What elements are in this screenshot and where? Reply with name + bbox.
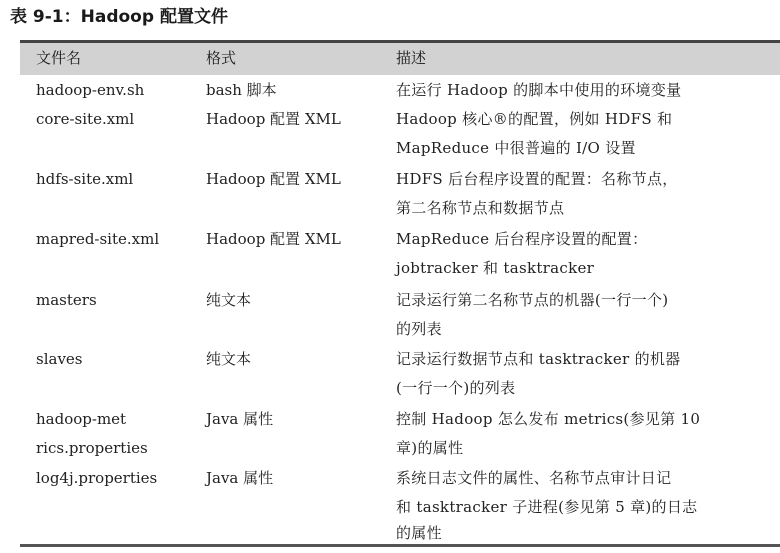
row-7-description-line-1: 系统日志文件的属性、名称节点审计日记 bbox=[396, 469, 672, 487]
row-6-filename-line-1: hadoop-met bbox=[36, 410, 127, 428]
row-5-description-line-1: 记录运行数据节点和 tasktracker 的机器 bbox=[396, 350, 681, 368]
row-2-format: Hadoop 配置 XML bbox=[206, 170, 341, 188]
table-caption: 表 9-1：Hadoop 配置文件 bbox=[10, 7, 228, 27]
row-3-description-line-2: jobtracker 和 tasktracker bbox=[396, 259, 595, 277]
row-6-filename-line-2: rics.properties bbox=[36, 439, 148, 457]
row-4-description-line-1: 记录运行第二名称节点的机器(一行一个) bbox=[396, 291, 669, 309]
row-7-format: Java 属性 bbox=[206, 469, 274, 487]
row-6-description-line-2: 章)的属性 bbox=[396, 439, 464, 457]
row-0-filename: hadoop-env.sh bbox=[36, 81, 145, 99]
row-0-format: bash 脚本 bbox=[206, 81, 277, 99]
row-4-filename: masters bbox=[36, 291, 97, 309]
row-5-filename: slaves bbox=[36, 350, 83, 368]
header-format: 格式 bbox=[206, 49, 237, 67]
row-1-description-line-1: Hadoop 核心®的配置，例如 HDFS 和 bbox=[396, 110, 673, 128]
table-bottom-rule bbox=[20, 544, 780, 547]
row-6-format: Java 属性 bbox=[206, 410, 274, 428]
row-2-description-line-1: HDFS 后台程序设置的配置：名称节点， bbox=[396, 170, 678, 188]
row-7-filename: log4j.properties bbox=[36, 469, 158, 487]
row-1-format: Hadoop 配置 XML bbox=[206, 110, 341, 128]
row-2-filename: hdfs-site.xml bbox=[36, 170, 134, 188]
row-2-description-line-2: 第二名称节点和数据节点 bbox=[396, 199, 565, 217]
row-1-description-line-2: MapReduce 中很普遍的 I/O 设置 bbox=[396, 139, 636, 157]
row-4-format: 纯文本 bbox=[206, 291, 252, 309]
row-1-filename: core-site.xml bbox=[36, 110, 135, 128]
row-5-format: 纯文本 bbox=[206, 350, 252, 368]
row-3-description-line-1: MapReduce 后台程序设置的配置： bbox=[396, 230, 648, 248]
config-files-table bbox=[20, 38, 780, 553]
row-4-description-line-2: 的列表 bbox=[396, 320, 442, 338]
row-7-description-line-2: 和 tasktracker 子进程(参见第 5 章)的日志 bbox=[396, 498, 698, 516]
header-description: 描述 bbox=[396, 49, 427, 67]
row-3-format: Hadoop 配置 XML bbox=[206, 230, 341, 248]
row-5-description-line-2: (一行一个)的列表 bbox=[396, 379, 516, 397]
row-6-description-line-1: 控制 Hadoop 怎么发布 metrics(参见第 10 bbox=[396, 410, 701, 428]
row-7-description-line-3: 的属性 bbox=[396, 524, 442, 542]
row-0-description-line-1: 在运行 Hadoop 的脚本中使用的环境变量 bbox=[396, 81, 682, 99]
header-filename: 文件名 bbox=[36, 49, 82, 67]
row-3-filename: mapred-site.xml bbox=[36, 230, 160, 248]
